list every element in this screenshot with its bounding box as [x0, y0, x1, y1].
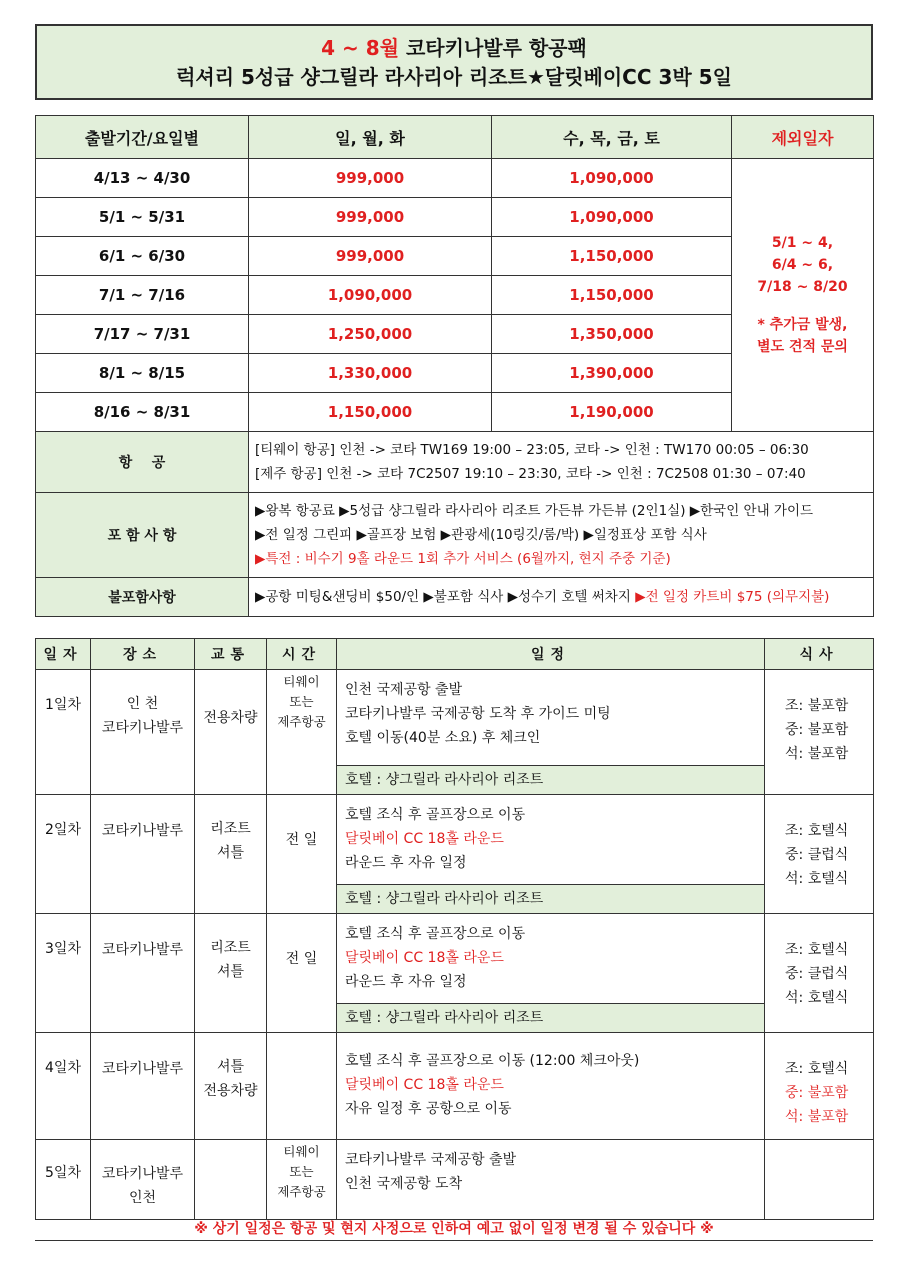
time-cell — [267, 1033, 337, 1140]
period-cell: 6/1 ~ 6/30 — [36, 237, 249, 276]
title-months: 4 ~ 8월 — [321, 36, 400, 60]
transport-text: 전용차량 — [203, 710, 258, 726]
transport-text: 리조트 — [210, 940, 251, 956]
meal-line: 조: 호텔식 — [785, 1061, 849, 1077]
included-bonus: ▶특전 : 비수기 9홀 라운드 1회 추가 서비스 (6월까지, 현지 주중 기준) — [255, 551, 671, 567]
header-place: 장소 — [91, 639, 195, 670]
header-schedule: 일정 — [337, 639, 765, 670]
transport-cell — [195, 1033, 267, 1140]
day-cell — [36, 795, 91, 914]
header-period: 출발기간/요일별 — [36, 116, 249, 159]
schedule-line: 자유 일정 후 공항으로 이동 — [345, 1101, 512, 1117]
schedule-lines — [337, 1033, 764, 1127]
meals-list — [765, 819, 873, 891]
weekday-price: 1,250,000 — [249, 315, 492, 354]
meals-list — [765, 938, 873, 1010]
flight-line: [티웨이 항공] 인천 -> 코타 TW169 19:00 – 23:05, 코타 -> 인천 : TW170 00:05 – 06:30 — [255, 442, 809, 458]
excluded-date: 7/18 ~ 8/20 — [757, 279, 848, 295]
period-cell: 8/1 ~ 8/15 — [36, 354, 249, 393]
price-row — [36, 159, 874, 198]
itinerary-table — [35, 638, 874, 1220]
day-label: 1일차 — [45, 697, 81, 713]
place-text: 코타키나발루 — [101, 720, 184, 736]
schedule-line: 코타키나발루 국제공항 도착 후 가이드 미팅 — [345, 706, 611, 722]
time-text: 제주항공 — [277, 714, 326, 729]
excluded-text: ▶공항 미팅&샌딩비 $50/인 ▶불포함 식사 ▶성수기 호텔 써차지 — [255, 589, 636, 605]
transport-cell — [195, 795, 267, 914]
schedule-lines — [337, 1140, 764, 1202]
excluded-info — [249, 578, 874, 617]
header-excluded: 제외일자 — [732, 116, 874, 159]
meal-line: 석: 호텔식 — [785, 990, 849, 1006]
weekday-price: 999,000 — [249, 159, 492, 198]
meal-line: 석: 불포함 — [785, 746, 849, 762]
schedule-line: 호텔 조식 후 골프장으로 이동 — [345, 926, 526, 942]
transport-text: 리조트 — [210, 821, 251, 837]
title-product: 코타키나발루 항공팩 — [405, 36, 587, 60]
included-line: ▶전 일정 그린피 ▶골프장 보험 ▶관광세(10링깃/룸/박) ▶일정표상 포함 식사 — [255, 527, 707, 543]
time-text: 제주항공 — [277, 1184, 326, 1199]
day-cell — [36, 670, 91, 795]
day-label: 3일차 — [45, 941, 81, 957]
header-weekend: 수, 목, 금, 토 — [492, 116, 732, 159]
place-text: 코타키나발루 — [101, 1061, 184, 1077]
day-label: 2일차 — [45, 822, 81, 838]
header-day: 일자 — [36, 639, 91, 670]
header-meals: 식사 — [765, 639, 874, 670]
weekday-price: 999,000 — [249, 198, 492, 237]
meal-line: 중: 클럽식 — [785, 847, 849, 863]
transport-cell — [195, 1140, 267, 1220]
place-cell — [91, 795, 195, 914]
time-text: 또는 — [289, 1164, 314, 1179]
itinerary-day-row — [36, 914, 874, 1033]
weekend-price: 1,150,000 — [492, 237, 732, 276]
title-line-2: 럭셔리 5성급 샹그릴라 라사리아 리조트★달릿베이CC 3박 5일 — [176, 65, 732, 89]
schedule-lines — [337, 795, 764, 881]
transport-cell — [195, 670, 267, 795]
place-text: 코타키나발루 — [101, 1166, 184, 1182]
hotel-bar: 호텔 : 샹그릴라 라사리아 리조트 — [337, 884, 765, 913]
day-label: 5일차 — [45, 1165, 81, 1181]
schedule-line: 인천 국제공항 출발 — [345, 682, 463, 698]
itinerary-day-row — [36, 1140, 874, 1220]
meal-line: 석: 불포함 — [785, 1109, 849, 1125]
itinerary-day-row — [36, 670, 874, 795]
weekend-price: 1,090,000 — [492, 198, 732, 237]
schedule-lines — [337, 914, 764, 1000]
schedule-cell — [337, 914, 765, 1033]
meals-cell — [765, 795, 874, 914]
day-cell — [36, 914, 91, 1033]
header-transport: 교통 — [195, 639, 267, 670]
weekend-price: 1,150,000 — [492, 276, 732, 315]
excluded-date: 6/4 ~ 6, — [771, 257, 834, 273]
meal-line: 중: 클럽식 — [785, 966, 849, 982]
time-text: 티웨이 — [283, 1144, 320, 1159]
time-cell — [267, 795, 337, 914]
period-cell: 8/16 ~ 8/31 — [36, 393, 249, 432]
schedule-cell — [337, 1140, 765, 1220]
time-text: 또는 — [289, 694, 314, 709]
day-cell — [36, 1140, 91, 1220]
header-weekday: 일, 월, 화 — [249, 116, 492, 159]
schedule-cell — [337, 795, 765, 914]
excluded-note: * 추가금 발생, — [757, 317, 848, 333]
schedule-line: 달릿베이 CC 18홀 라운드 — [345, 950, 504, 966]
excluded-dates-cell — [732, 159, 874, 432]
time-cell — [267, 670, 337, 795]
price-table — [35, 115, 874, 617]
time-cell — [267, 1140, 337, 1220]
place-text: 인 천 — [126, 696, 159, 712]
weekend-price: 1,190,000 — [492, 393, 732, 432]
meal-line: 중: 불포함 — [785, 1085, 849, 1101]
meal-line: 석: 호텔식 — [785, 871, 849, 887]
included-line: ▶왕복 항공료 ▶5성급 샹그릴라 라사리아 리조트 가든뷰 가든뷰 (2인1실) ▶한국인 안내 가이드 — [255, 503, 814, 519]
schedule-lines — [337, 670, 764, 756]
schedule-line: 호텔 조식 후 골프장으로 이동 (12:00 체크아웃) — [345, 1053, 640, 1069]
period-cell: 4/13 ~ 4/30 — [36, 159, 249, 198]
excluded-note: 별도 견적 문의 — [757, 339, 848, 355]
header-time: 시간 — [267, 639, 337, 670]
meal-line: 조: 호텔식 — [785, 823, 849, 839]
footer-note: ※ 상기 일정은 항공 및 현지 사정으로 인하여 예고 없이 일정 변경 될 수 있습니다 ※ — [194, 1221, 714, 1237]
place-cell — [91, 914, 195, 1033]
time-text: 티웨이 — [283, 674, 320, 689]
meal-line: 중: 불포함 — [785, 722, 849, 738]
transport-text: 전용차량 — [203, 1083, 258, 1099]
meal-line: 조: 불포함 — [785, 698, 849, 714]
excluded-row — [36, 578, 874, 617]
period-cell: 7/1 ~ 7/16 — [36, 276, 249, 315]
flight-row — [36, 432, 874, 493]
meals-cell — [765, 914, 874, 1033]
time-cell — [267, 914, 337, 1033]
transport-text: 셔틀 — [216, 845, 245, 861]
weekend-price: 1,390,000 — [492, 354, 732, 393]
schedule-line: 달릿베이 CC 18홀 라운드 — [345, 1077, 504, 1093]
place-text: 코타키나발루 — [101, 823, 184, 839]
schedule-line: 호텔 조식 후 골프장으로 이동 — [345, 807, 526, 823]
included-row — [36, 493, 874, 578]
schedule-line: 호텔 이동(40분 소요) 후 체크인 — [345, 730, 541, 746]
flight-line: [제주 항공] 인천 -> 코타 7C2507 19:10 – 23:30, 코타 -> 인천 : 7C2508 01:30 – 07:40 — [255, 466, 806, 482]
schedule-line: 라운드 후 자유 일정 — [345, 855, 467, 871]
schedule-cell — [337, 670, 765, 795]
period-cell: 5/1 ~ 5/31 — [36, 198, 249, 237]
excluded-date: 5/1 ~ 4, — [771, 235, 834, 251]
weekday-price: 1,090,000 — [249, 276, 492, 315]
place-cell — [91, 670, 195, 795]
transport-text: 셔틀 — [216, 1059, 245, 1075]
hotel-bar: 호텔 : 샹그릴라 라사리아 리조트 — [337, 765, 765, 794]
flight-label: 항 공 — [36, 432, 249, 493]
included-label: 포 함 사 항 — [36, 493, 249, 578]
weekend-price: 1,090,000 — [492, 159, 732, 198]
title-line-1 — [37, 34, 871, 62]
weekday-price: 999,000 — [249, 237, 492, 276]
meal-line: 조: 호텔식 — [785, 942, 849, 958]
time-text: 전 일 — [285, 832, 318, 848]
place-cell — [91, 1033, 195, 1140]
excluded-label: 불포함사항 — [36, 578, 249, 617]
itinerary-header-row — [36, 639, 874, 670]
meals-list — [765, 1057, 873, 1129]
meals-cell — [765, 1140, 874, 1220]
place-text: 인천 — [128, 1190, 157, 1206]
time-text: 전 일 — [285, 951, 318, 967]
schedule-line: 코타키나발루 국제공항 출발 — [345, 1152, 517, 1168]
meals-cell — [765, 1033, 874, 1140]
schedule-line: 달릿베이 CC 18홀 라운드 — [345, 831, 504, 847]
place-text: 코타키나발루 — [101, 942, 184, 958]
schedule-line: 인천 국제공항 도착 — [345, 1176, 463, 1192]
title-box — [35, 24, 873, 100]
excluded-cart-fee: ▶전 일정 카트비 $75 (의무지불) — [635, 589, 830, 605]
weekday-price: 1,330,000 — [249, 354, 492, 393]
meals-cell — [765, 670, 874, 795]
schedule-cell — [337, 1033, 765, 1140]
flight-info — [249, 432, 874, 493]
transport-text: 셔틀 — [216, 964, 245, 980]
schedule-line: 라운드 후 자유 일정 — [345, 974, 467, 990]
itinerary-day-row — [36, 795, 874, 914]
hotel-bar: 호텔 : 샹그릴라 라사리아 리조트 — [337, 1003, 765, 1032]
meals-list — [765, 694, 873, 766]
transport-cell — [195, 914, 267, 1033]
day-label: 4일차 — [45, 1060, 81, 1076]
period-cell: 7/17 ~ 7/31 — [36, 315, 249, 354]
weekday-price: 1,150,000 — [249, 393, 492, 432]
place-cell — [91, 1140, 195, 1220]
weekend-price: 1,350,000 — [492, 315, 732, 354]
included-info — [249, 493, 874, 578]
itinerary-day-row — [36, 1033, 874, 1140]
bottom-border — [35, 1240, 873, 1241]
day-cell — [36, 1033, 91, 1140]
price-header-row — [36, 116, 874, 159]
